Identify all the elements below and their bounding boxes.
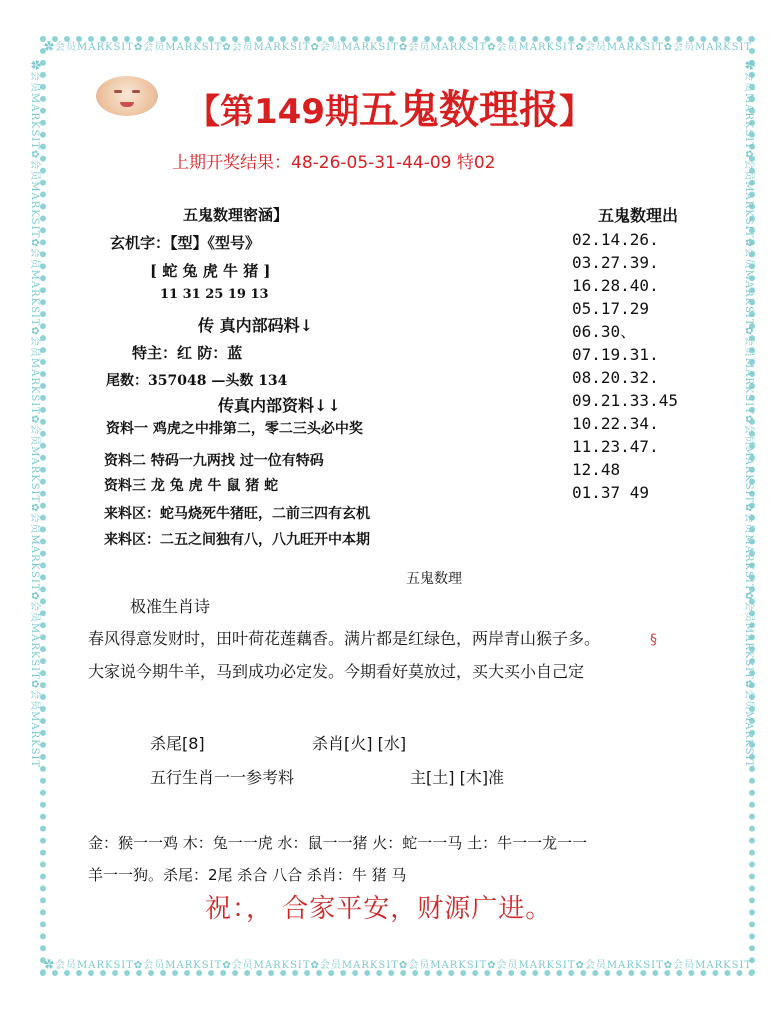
main-element: 主[土] [木]准 — [410, 768, 505, 787]
watermark-bottom: ✿会员MARKSIT✿会员MARKSIT✿会员MARKSIT✿会员MARKSIT✿会员MARKSIT✿会员MARKSIT✿会员MARKSIT✿会员MARKSIT — [44, 960, 752, 971]
watermark-right: ✿会员MARKSIT✿会员MARKSIT✿会员MARKSIT✿会员MARKSIT✿会员MARKSIT✿会员MARKSIT✿会员MARKSIT✿会员MARKSIT — [743, 60, 754, 769]
elements-line-2: 羊一一狗。杀尾：2尾 杀合 八合 杀肖：牛 猪 马 — [88, 866, 407, 884]
watermark-top: ✿会员MARKSIT✿会员MARKSIT✿会员MARKSIT✿会员MARKSIT✿会员MARKSIT✿会员MARKSIT✿会员MARKSIT✿会员MARKSIT — [44, 42, 752, 53]
number-row: 06.30、 — [572, 322, 637, 341]
poem-title: 极准生肖诗 — [130, 597, 211, 616]
riddle-text: 玄机字：【型】《型号》 — [110, 234, 261, 252]
title-bracket-open: 【 — [186, 92, 220, 132]
five-elements-ref: 五行生肖一一参考料 — [150, 768, 295, 787]
number-row: 09.21.33.45 — [572, 391, 678, 410]
left-heading: 五鬼数理密涵】 — [183, 206, 289, 224]
source-1: 来料区：蛇马烧死牛猪旺，二前三四有玄机 — [104, 506, 370, 522]
info-3: 资料三 龙 兔 虎 牛 鼠 猪 蛇 — [104, 478, 279, 494]
source-2: 来料区：二五之间独有八，八九旺开中本期 — [104, 532, 370, 548]
number-row: 03.27.39. — [572, 253, 659, 272]
watermark-left: ✿会员MARKSIT✿会员MARKSIT✿会员MARKSIT✿会员MARKSIT✿会员MARKSIT✿会员MARKSIT✿会员MARKSIT✿会员MARKSIT — [29, 60, 40, 769]
number-row: 08.20.32. — [572, 368, 659, 387]
swirl-decoration-icon: § — [650, 632, 657, 648]
page-title — [186, 78, 593, 135]
wish-text: 祝：， 合家平安，财源广进。 — [205, 894, 553, 924]
last-result: 上期开奖结果：48-26-05-31-44-09 特02 — [172, 153, 496, 173]
number-row: 01.37 49 — [572, 483, 650, 502]
tail-head: 尾数：357048 —头数 134 — [106, 373, 288, 389]
poem-line-2: 大家说今期牛羊，马到成功必定发。今期看好莫放过，买大买小自己定 — [88, 662, 585, 681]
number-row: 11.23.47. — [572, 437, 659, 456]
right-heading: 五鬼数理出 — [598, 206, 679, 225]
number-row: 05.17.29 — [572, 299, 650, 318]
kill-zodiac: 杀肖[火] [水] — [312, 734, 407, 753]
number-row: 02.14.26. — [572, 230, 659, 249]
special-main: 特主：红 防：蓝 — [132, 344, 243, 362]
kill-tail: 杀尾[8] — [150, 734, 205, 753]
title-issue: 第149期 — [220, 92, 359, 132]
fax-title-2: 传真内部资料↓↓ — [218, 396, 341, 415]
face-logo-icon — [96, 76, 158, 116]
info-2: 资料二 特码一九两找 过一位有特码 — [104, 453, 324, 469]
number-row: 07.19.31. — [572, 345, 659, 364]
title-name: 五鬼数理报 — [358, 86, 559, 133]
fax-title: 传 真内部码料↓ — [198, 316, 313, 335]
number-list — [572, 228, 678, 504]
zodiac-numbers: 11 31 25 19 13 — [160, 287, 269, 302]
zodiac-bracket: [ 蛇 兔 虎 牛 猪 ] — [150, 262, 271, 280]
number-row: 16.28.40. — [572, 276, 659, 295]
mid-title: 五鬼数理 — [406, 571, 462, 587]
number-row: 10.22.34. — [572, 414, 659, 433]
title-bracket-close: 】 — [558, 92, 593, 132]
number-row: 12.48 — [572, 460, 621, 479]
info-1: 资料一 鸡虎之中排第二，零二三头必中奖 — [106, 421, 363, 437]
poem-line-1: 春风得意发财时，田叶荷花莲藕香。满片都是红绿色，两岸青山猴子多。 — [88, 629, 601, 648]
elements-line-1: 金：猴一一鸡 木：兔一一虎 水：鼠一一猪 火：蛇一一马 土：牛一一龙一一 — [88, 834, 588, 852]
